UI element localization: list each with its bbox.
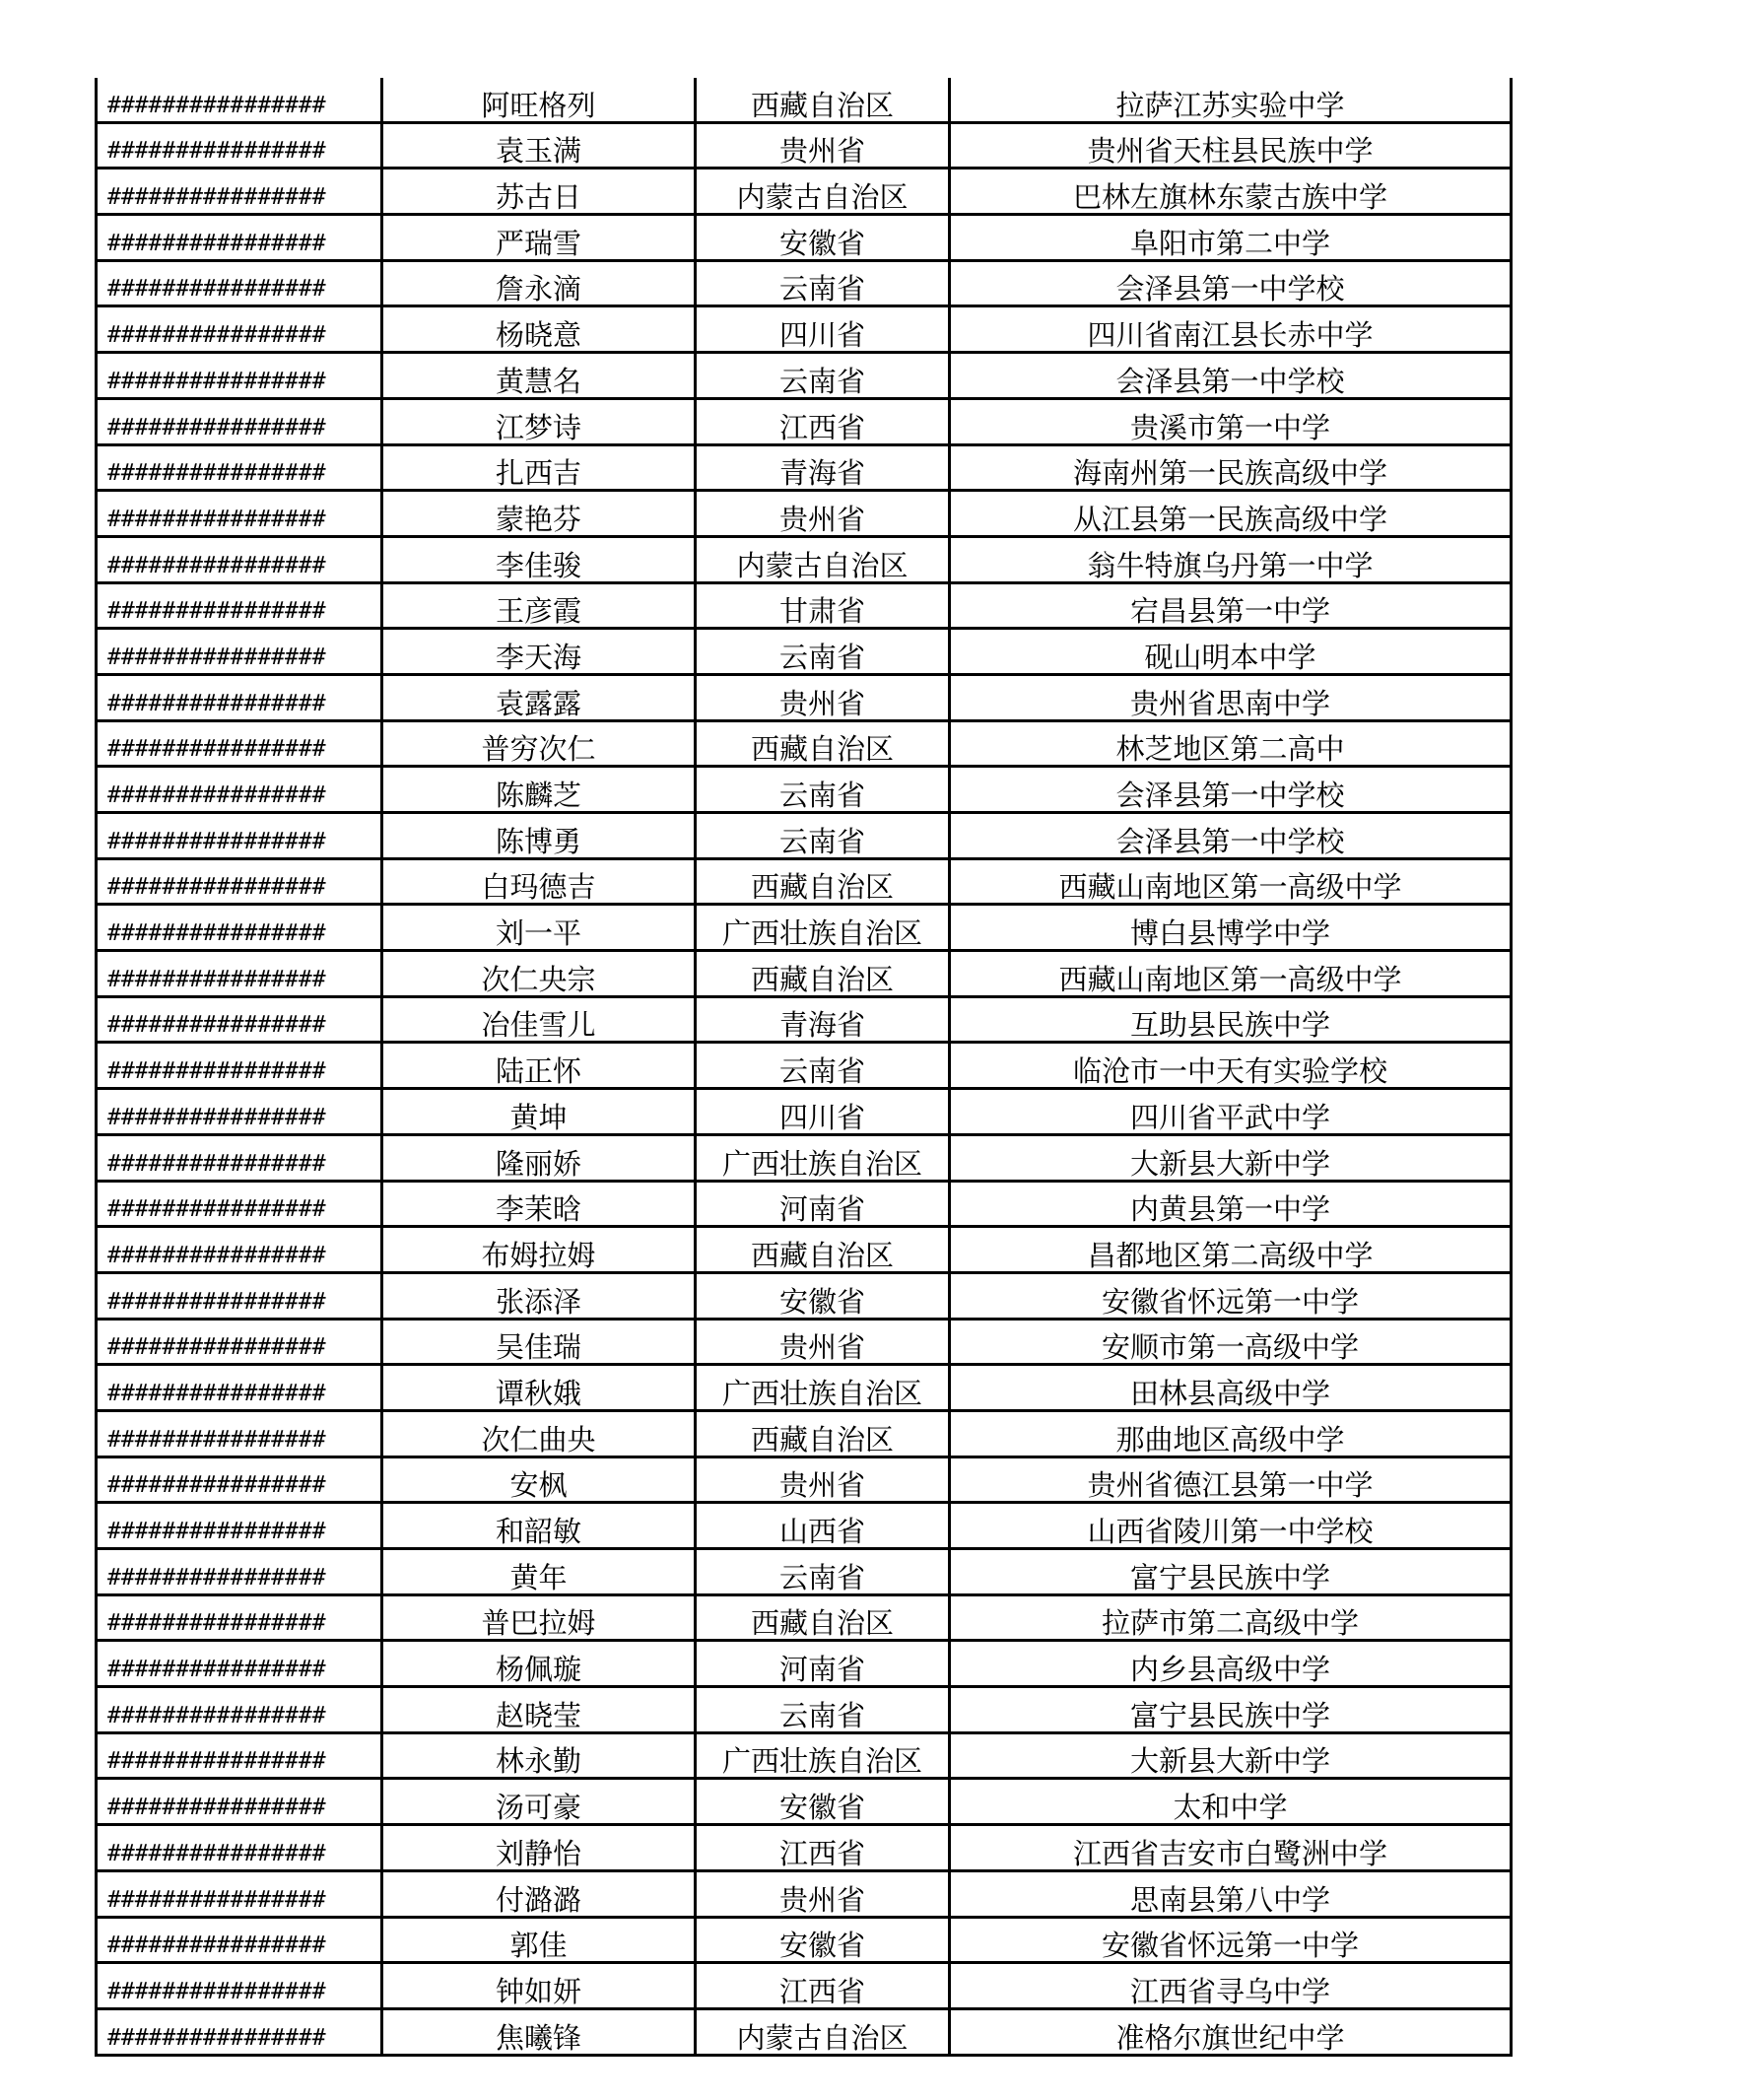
cell-province: 广西壮族自治区: [696, 905, 950, 951]
table-row: [97, 1549, 1512, 1595]
cell-province: 西藏自治区: [696, 951, 950, 997]
cell-id: ################: [97, 1917, 382, 1963]
cell-name: 陈博勇: [382, 813, 696, 859]
cell-school: 内黄县第一中学: [950, 1181, 1512, 1227]
cell-name: 次仁曲央: [382, 1410, 696, 1456]
cell-id: ################: [97, 1870, 382, 1917]
cell-school: 那曲地区高级中学: [950, 1410, 1512, 1456]
cell-province: 贵州省: [696, 491, 950, 537]
table-row: [97, 1594, 1512, 1641]
cell-school: 大新县大新中学: [950, 1732, 1512, 1779]
cell-name: 林永勤: [382, 1732, 696, 1779]
cell-id: ################: [97, 1134, 382, 1181]
cell-province: 广西壮族自治区: [696, 1134, 950, 1181]
table-row: [97, 215, 1512, 261]
cell-name: 刘静怡: [382, 1825, 696, 1871]
table-row: [97, 306, 1512, 353]
table-row: [97, 1732, 1512, 1779]
cell-name: 黄慧名: [382, 353, 696, 399]
cell-school: 会泽县第一中学校: [950, 813, 1512, 859]
cell-name: 陆正怀: [382, 1043, 696, 1089]
table-row: [97, 78, 1512, 122]
cell-name: 冶佳雪儿: [382, 996, 696, 1043]
cell-school: 博白县博学中学: [950, 905, 1512, 951]
table-row: [97, 1963, 1512, 2009]
cell-province: 青海省: [696, 996, 950, 1043]
cell-name: 和韶敏: [382, 1503, 696, 1549]
cell-school: 贵州省天柱县民族中学: [950, 122, 1512, 169]
cell-name: 布姆拉姆: [382, 1227, 696, 1273]
table-row: [97, 767, 1512, 813]
table-row: [97, 1456, 1512, 1503]
table-row: [97, 1134, 1512, 1181]
cell-name: 王彦霞: [382, 582, 696, 629]
cell-school: 四川省平武中学: [950, 1089, 1512, 1135]
cell-id: ################: [97, 1825, 382, 1871]
cell-name: 汤可豪: [382, 1779, 696, 1825]
cell-school: 江西省寻乌中学: [950, 1963, 1512, 2009]
cell-school: 山西省陵川第一中学校: [950, 1503, 1512, 1549]
cell-school: 从江县第一民族高级中学: [950, 491, 1512, 537]
cell-province: 广西壮族自治区: [696, 1365, 950, 1411]
table-row: [97, 813, 1512, 859]
cell-school: 江西省吉安市白鹭洲中学: [950, 1825, 1512, 1871]
table-row: [97, 1825, 1512, 1871]
cell-province: 安徽省: [696, 1917, 950, 1963]
cell-name: 严瑞雪: [382, 215, 696, 261]
cell-id: ################: [97, 536, 382, 582]
roster-table: [95, 78, 1513, 2057]
cell-name: 李茉晗: [382, 1181, 696, 1227]
cell-id: ################: [97, 582, 382, 629]
table-row: [97, 1779, 1512, 1825]
table-row: [97, 1043, 1512, 1089]
cell-id: ################: [97, 1043, 382, 1089]
cell-id: ################: [97, 629, 382, 675]
cell-school: 大新县大新中学: [950, 1134, 1512, 1181]
cell-id: ################: [97, 905, 382, 951]
cell-school: 林芝地区第二高中: [950, 720, 1512, 767]
cell-id: ################: [97, 215, 382, 261]
cell-school: 思南县第八中学: [950, 1870, 1512, 1917]
table-row: [97, 1870, 1512, 1917]
cell-province: 四川省: [696, 306, 950, 353]
cell-province: 安徽省: [696, 1779, 950, 1825]
cell-school: 临沧市一中天有实验学校: [950, 1043, 1512, 1089]
cell-province: 西藏自治区: [696, 858, 950, 905]
cell-name: 谭秋娥: [382, 1365, 696, 1411]
cell-school: 内乡县高级中学: [950, 1641, 1512, 1687]
table-row: [97, 444, 1512, 491]
cell-province: 西藏自治区: [696, 1227, 950, 1273]
cell-name: 安枫: [382, 1456, 696, 1503]
cell-province: 西藏自治区: [696, 78, 950, 122]
cell-province: 内蒙古自治区: [696, 169, 950, 215]
cell-name: 普巴拉姆: [382, 1594, 696, 1641]
cell-name: 付潞潞: [382, 1870, 696, 1917]
cell-province: 云南省: [696, 629, 950, 675]
cell-school: 贵州省德江县第一中学: [950, 1456, 1512, 1503]
cell-id: ################: [97, 674, 382, 720]
cell-name: 白玛德吉: [382, 858, 696, 905]
cell-province: 云南省: [696, 813, 950, 859]
cell-school: 拉萨市第二高级中学: [950, 1594, 1512, 1641]
cell-name: 李佳骏: [382, 536, 696, 582]
table-row: [97, 1641, 1512, 1687]
cell-name: 赵晓莹: [382, 1687, 696, 1733]
table-row: [97, 905, 1512, 951]
cell-id: ################: [97, 1319, 382, 1365]
cell-name: 钟如妍: [382, 1963, 696, 2009]
cell-name: 陈麟芝: [382, 767, 696, 813]
cell-school: 西藏山南地区第一高级中学: [950, 951, 1512, 997]
cell-name: 隆丽娇: [382, 1134, 696, 1181]
cell-school: 砚山明本中学: [950, 629, 1512, 675]
cell-province: 贵州省: [696, 674, 950, 720]
cell-name: 蒙艳芬: [382, 491, 696, 537]
cell-school: 安徽省怀远第一中学: [950, 1272, 1512, 1319]
cell-id: ################: [97, 858, 382, 905]
cell-school: 昌都地区第二高级中学: [950, 1227, 1512, 1273]
table-row: [97, 122, 1512, 169]
cell-school: 拉萨江苏实验中学: [950, 78, 1512, 122]
cell-id: ################: [97, 1365, 382, 1411]
table-row: [97, 1319, 1512, 1365]
cell-province: 云南省: [696, 1043, 950, 1089]
cell-province: 内蒙古自治区: [696, 536, 950, 582]
cell-id: ################: [97, 767, 382, 813]
cell-province: 云南省: [696, 1549, 950, 1595]
table-row: [97, 353, 1512, 399]
cell-id: ################: [97, 1687, 382, 1733]
cell-province: 云南省: [696, 767, 950, 813]
cell-school: 翁牛特旗乌丹第一中学: [950, 536, 1512, 582]
cell-province: 云南省: [696, 260, 950, 306]
cell-name: 刘一平: [382, 905, 696, 951]
cell-name: 苏古日: [382, 169, 696, 215]
cell-name: 张添泽: [382, 1272, 696, 1319]
table-row: [97, 398, 1512, 444]
cell-province: 云南省: [696, 353, 950, 399]
cell-id: ################: [97, 78, 382, 122]
cell-province: 河南省: [696, 1181, 950, 1227]
cell-province: 河南省: [696, 1641, 950, 1687]
cell-province: 四川省: [696, 1089, 950, 1135]
cell-school: 互助县民族中学: [950, 996, 1512, 1043]
cell-name: 次仁央宗: [382, 951, 696, 997]
cell-id: ################: [97, 353, 382, 399]
cell-school: 海南州第一民族高级中学: [950, 444, 1512, 491]
table-row: [97, 1365, 1512, 1411]
cell-id: ################: [97, 122, 382, 169]
cell-school: 安顺市第一高级中学: [950, 1319, 1512, 1365]
cell-id: ################: [97, 951, 382, 997]
table-row: [97, 1272, 1512, 1319]
cell-id: ################: [97, 398, 382, 444]
cell-id: ################: [97, 1594, 382, 1641]
cell-school: 四川省南江县长赤中学: [950, 306, 1512, 353]
cell-name: 江梦诗: [382, 398, 696, 444]
cell-school: 太和中学: [950, 1779, 1512, 1825]
cell-province: 安徽省: [696, 215, 950, 261]
cell-school: 准格尔旗世纪中学: [950, 2008, 1512, 2055]
table-row: [97, 2008, 1512, 2055]
cell-school: 富宁县民族中学: [950, 1549, 1512, 1595]
cell-id: ################: [97, 1272, 382, 1319]
cell-id: ################: [97, 1410, 382, 1456]
cell-name: 阿旺格列: [382, 78, 696, 122]
cell-id: ################: [97, 1503, 382, 1549]
table-row: [97, 951, 1512, 997]
cell-id: ################: [97, 260, 382, 306]
table-row: [97, 536, 1512, 582]
cell-province: 山西省: [696, 1503, 950, 1549]
cell-province: 安徽省: [696, 1272, 950, 1319]
cell-school: 会泽县第一中学校: [950, 260, 1512, 306]
table-row: [97, 1089, 1512, 1135]
cell-id: ################: [97, 1641, 382, 1687]
cell-id: ################: [97, 1456, 382, 1503]
table-row: [97, 260, 1512, 306]
table-row: [97, 1503, 1512, 1549]
cell-id: ################: [97, 813, 382, 859]
cell-name: 焦曦锋: [382, 2008, 696, 2055]
cell-school: 会泽县第一中学校: [950, 353, 1512, 399]
table-row: [97, 1410, 1512, 1456]
table-row: [97, 1687, 1512, 1733]
table-row: [97, 169, 1512, 215]
cell-name: 詹永滴: [382, 260, 696, 306]
table-row: [97, 491, 1512, 537]
cell-province: 云南省: [696, 1687, 950, 1733]
cell-id: ################: [97, 2008, 382, 2055]
cell-province: 江西省: [696, 1963, 950, 2009]
cell-name: 黄坤: [382, 1089, 696, 1135]
table-row: [97, 1227, 1512, 1273]
cell-school: 贵溪市第一中学: [950, 398, 1512, 444]
table-row: [97, 582, 1512, 629]
cell-school: 巴林左旗林东蒙古族中学: [950, 169, 1512, 215]
cell-province: 贵州省: [696, 1319, 950, 1365]
cell-id: ################: [97, 1779, 382, 1825]
cell-id: ################: [97, 720, 382, 767]
table-row: [97, 720, 1512, 767]
cell-name: 李天海: [382, 629, 696, 675]
cell-id: ################: [97, 169, 382, 215]
cell-name: 袁露露: [382, 674, 696, 720]
cell-name: 扎西吉: [382, 444, 696, 491]
cell-province: 西藏自治区: [696, 720, 950, 767]
cell-school: 贵州省思南中学: [950, 674, 1512, 720]
cell-school: 田林县高级中学: [950, 1365, 1512, 1411]
cell-id: ################: [97, 1963, 382, 2009]
cell-province: 西藏自治区: [696, 1410, 950, 1456]
roster-table-body: [97, 78, 1512, 2055]
table-row: [97, 996, 1512, 1043]
cell-id: ################: [97, 306, 382, 353]
cell-province: 贵州省: [696, 122, 950, 169]
cell-name: 杨晓意: [382, 306, 696, 353]
cell-province: 西藏自治区: [696, 1594, 950, 1641]
cell-name: 黄年: [382, 1549, 696, 1595]
cell-school: 宕昌县第一中学: [950, 582, 1512, 629]
cell-school: 阜阳市第二中学: [950, 215, 1512, 261]
cell-province: 贵州省: [696, 1870, 950, 1917]
cell-province: 江西省: [696, 398, 950, 444]
cell-id: ################: [97, 444, 382, 491]
table-row: [97, 1181, 1512, 1227]
cell-name: 杨佩璇: [382, 1641, 696, 1687]
cell-province: 江西省: [696, 1825, 950, 1871]
table-row: [97, 1917, 1512, 1963]
table-row: [97, 629, 1512, 675]
cell-id: ################: [97, 1732, 382, 1779]
cell-name: 郭佳: [382, 1917, 696, 1963]
cell-id: ################: [97, 1089, 382, 1135]
cell-province: 甘肃省: [696, 582, 950, 629]
cell-province: 青海省: [696, 444, 950, 491]
cell-school: 安徽省怀远第一中学: [950, 1917, 1512, 1963]
cell-name: 普穷次仁: [382, 720, 696, 767]
cell-id: ################: [97, 491, 382, 537]
cell-school: 西藏山南地区第一高级中学: [950, 858, 1512, 905]
cell-province: 广西壮族自治区: [696, 1732, 950, 1779]
cell-name: 吴佳瑞: [382, 1319, 696, 1365]
cell-id: ################: [97, 1181, 382, 1227]
cell-school: 会泽县第一中学校: [950, 767, 1512, 813]
cell-id: ################: [97, 996, 382, 1043]
cell-id: ################: [97, 1227, 382, 1273]
cell-school: 富宁县民族中学: [950, 1687, 1512, 1733]
table-row: [97, 858, 1512, 905]
cell-id: ################: [97, 1549, 382, 1595]
cell-province: 贵州省: [696, 1456, 950, 1503]
table-row: [97, 674, 1512, 720]
cell-name: 袁玉满: [382, 122, 696, 169]
cell-province: 内蒙古自治区: [696, 2008, 950, 2055]
